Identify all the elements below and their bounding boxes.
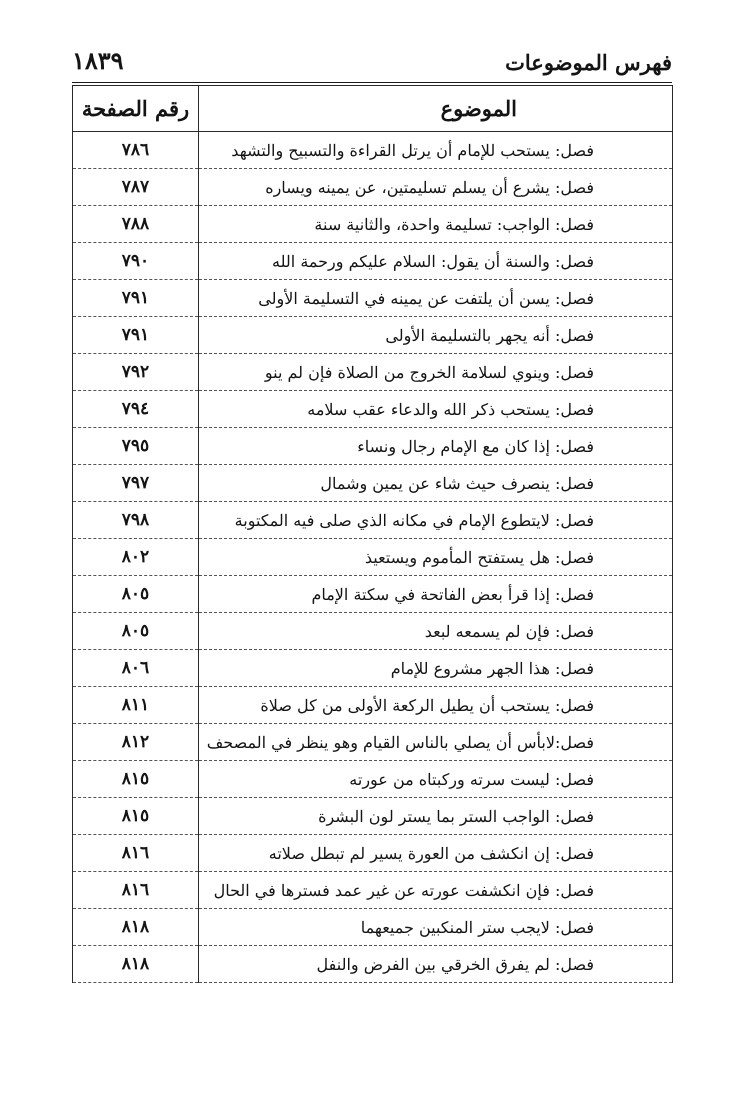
table-row: [73, 132, 673, 169]
page-header: [72, 44, 672, 84]
topic-cell: فصل: لايجب ستر المنكبين جميعهما: [199, 909, 673, 946]
table-row: [73, 539, 673, 576]
topic-cell: فصل: فإن لم يسمعه لبعد: [199, 613, 673, 650]
table-row: [73, 206, 673, 243]
page-number-cell: ٨١٦: [73, 835, 199, 872]
topic-cell: فصل: الواجب الستر بما يستر لون البشرة: [199, 798, 673, 835]
page-number-cell: ٨١٨: [73, 946, 199, 983]
topic-cell: فصل: أنه يجهر بالتسليمة الأولى: [199, 317, 673, 354]
topic-cell: فصل: الواجب: تسليمة واحدة، والثانية سنة: [199, 206, 673, 243]
table-row: [73, 465, 673, 502]
page-number-cell: ٨٠٦: [73, 650, 199, 687]
table-row: [73, 650, 673, 687]
page-number-cell: ٨٠٥: [73, 613, 199, 650]
table-row: [73, 169, 673, 206]
page-number-cell: ٧٨٨: [73, 206, 199, 243]
table-row: [73, 946, 673, 983]
topic-cell: فصل: إذا كان مع الإمام رجال ونساء: [199, 428, 673, 465]
table-row: [73, 798, 673, 835]
page-number-cell: ٨١٨: [73, 909, 199, 946]
page-number-cell: ٧٩٠: [73, 243, 199, 280]
page-number-cell: ٧٩٢: [73, 354, 199, 391]
header-rule: [72, 82, 672, 83]
table-row: [73, 243, 673, 280]
table-row: [73, 428, 673, 465]
page-number-cell: ٧٩١: [73, 317, 199, 354]
page-number-cell: ٧٩١: [73, 280, 199, 317]
page-number-cell: ٨٠٢: [73, 539, 199, 576]
table-row: [73, 354, 673, 391]
topic-cell: فصل:لابأس أن يصلي بالناس القيام وهو ينظر في المصحف: [199, 724, 673, 761]
table-row: [73, 502, 673, 539]
page-number-cell: ٨٠٥: [73, 576, 199, 613]
page-number-cell: ٧٩٨: [73, 502, 199, 539]
page-number-cell: ٨١٥: [73, 798, 199, 835]
page-number: ١٨٣٩: [72, 46, 124, 75]
toc-table: [72, 85, 673, 983]
table-row: [73, 687, 673, 724]
table-row: [73, 761, 673, 798]
column-header-page: رقم الصفحة: [73, 86, 199, 132]
table-row: [73, 391, 673, 428]
topic-cell: فصل: لم يفرق الخرقي بين الفرض والنفل: [199, 946, 673, 983]
table-row: [73, 317, 673, 354]
page-number-cell: ٨١٥: [73, 761, 199, 798]
table-row: [73, 909, 673, 946]
page-number-cell: ٧٩٧: [73, 465, 199, 502]
table-row: [73, 613, 673, 650]
table-header-row: [73, 86, 673, 132]
topic-cell: فصل: يسن أن يلتفت عن يمينه في التسليمة الأولى: [199, 280, 673, 317]
table-row: [73, 872, 673, 909]
topic-cell: فصل: ليست سرته وركبتاه من عورته: [199, 761, 673, 798]
toc-body: [73, 132, 673, 983]
topic-cell: فصل: والسنة أن يقول: السلام عليكم ورحمة الله: [199, 243, 673, 280]
page-number-cell: ٧٩٥: [73, 428, 199, 465]
page-number-cell: ٧٨٦: [73, 132, 199, 169]
page-number-cell: ٧٨٧: [73, 169, 199, 206]
page-number-cell: ٨١٦: [73, 872, 199, 909]
topic-cell: فصل: هذا الجهر مشروع للإمام: [199, 650, 673, 687]
topic-cell: فصل: لايتطوع الإمام في مكانه الذي صلى فيه المكتوبة: [199, 502, 673, 539]
page-number-cell: ٨١٢: [73, 724, 199, 761]
topic-cell: فصل: يستحب أن يطيل الركعة الأولى من كل صلاة: [199, 687, 673, 724]
topic-cell: فصل: فإن انكشفت عورته عن غير عمد فسترها في الحال: [199, 872, 673, 909]
topic-cell: فصل: يستحب ذكر الله والدعاء عقب سلامه: [199, 391, 673, 428]
topic-cell: فصل: يشرع أن يسلم تسليمتين، عن يمينه ويساره: [199, 169, 673, 206]
topic-cell: فصل: إذا قرأ بعض الفاتحة في سكتة الإمام: [199, 576, 673, 613]
topic-cell: فصل: ينصرف حيث شاء عن يمين وشمال: [199, 465, 673, 502]
page-number-cell: ٧٩٤: [73, 391, 199, 428]
table-row: [73, 835, 673, 872]
topic-cell: فصل: وينوي لسلامة الخروج من الصلاة فإن لم ينو: [199, 354, 673, 391]
topic-cell: فصل: إن انكشف من العورة يسير لم تبطل صلاته: [199, 835, 673, 872]
topic-cell: فصل: يستحب للإمام أن يرتل القراءة والتسبيح والتشهد: [199, 132, 673, 169]
column-header-topic: الموضوع: [199, 86, 673, 132]
running-title: فهرس الموضوعات: [505, 50, 672, 75]
page-number-cell: ٨١١: [73, 687, 199, 724]
table-row: [73, 576, 673, 613]
table-row: [73, 724, 673, 761]
topic-cell: فصل: هل يستفتح المأموم ويستعيذ: [199, 539, 673, 576]
table-row: [73, 280, 673, 317]
